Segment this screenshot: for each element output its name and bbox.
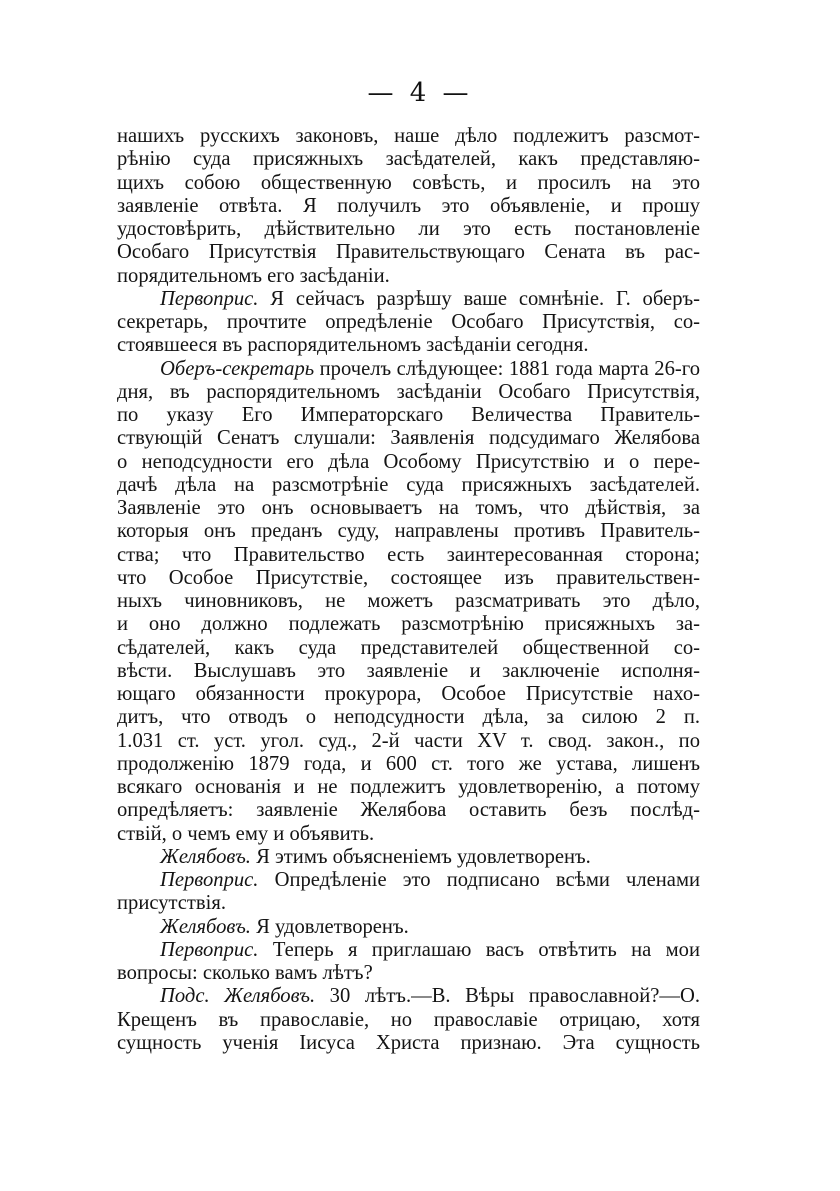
body-text <box>117 125 700 1055</box>
text-line <box>117 916 700 939</box>
line-text: дня, въ распорядительномъ засѣданіи Особаго Присутствія, <box>117 380 700 403</box>
line-text: ства; что Правительство есть заинтересованная сторона; <box>117 543 700 566</box>
text-line <box>117 358 700 381</box>
text-line <box>117 474 700 497</box>
text-line <box>117 753 700 776</box>
text-line <box>117 172 700 195</box>
line-text: Я этимъ объясненіемъ удовлетворенъ. <box>250 845 591 868</box>
speaker-name: Оберъ-секретарь <box>160 357 315 380</box>
page-number: — 4 — <box>367 78 473 108</box>
line-text: сущность ученія Іисуса Христа признаю. Эта сущность <box>117 1031 700 1054</box>
line-text: ныхъ чиновниковъ, не можетъ разсматривать это дѣло, <box>117 590 700 612</box>
text-line <box>117 939 700 962</box>
text-line <box>117 497 700 520</box>
line-text: ствій, о чемъ ему и объявить. <box>117 822 375 845</box>
line-text: дитъ, что отводъ о неподсудности дѣла, за силою 2 п. <box>117 706 700 729</box>
text-line <box>117 381 700 404</box>
text-line <box>117 544 700 567</box>
text-line <box>117 985 700 1008</box>
line-text: и оно должно подлежать разсмотрѣнію присяжныхъ за- <box>117 613 700 636</box>
text-line <box>117 799 700 822</box>
text-line <box>117 265 700 288</box>
speaker-name: Первоприс. <box>160 869 259 891</box>
line-text: присутствія. <box>117 892 226 915</box>
line-text: порядительномъ его засѣданіи. <box>117 264 390 287</box>
line-text: прочелъ слѣдующее: 1881 года марта 26-го <box>314 357 700 380</box>
line-text: по указу Его Императорскаго Величества Правитель- <box>117 404 700 426</box>
text-line <box>117 683 700 706</box>
line-text: сѣдателей, какъ суда представителей общественной со- <box>117 636 700 659</box>
line-text: ствующій Сенатъ слушали: Заявленія подсудимаго Желябова <box>117 427 700 450</box>
speaker-name: Первоприс. <box>160 287 259 310</box>
text-line <box>117 567 700 590</box>
text-line <box>117 520 700 543</box>
line-text: рѣнію суда присяжныхъ засѣдателей, какъ представляю- <box>117 148 700 171</box>
text-line <box>117 613 700 636</box>
text-line <box>117 637 700 660</box>
line-text: Теперь я приглашаю васъ отвѣтить на мои <box>258 938 700 961</box>
line-text: Заявленіе это онъ основываетъ на томъ, что дѣйствія, за <box>117 497 700 519</box>
text-line <box>117 660 700 683</box>
speaker-name: Желябовъ. <box>160 845 251 868</box>
text-line <box>117 1032 700 1055</box>
text-line <box>117 962 700 985</box>
text-line <box>117 730 700 753</box>
text-line <box>117 311 700 334</box>
line-text: заявленіе отвѣта. Я получилъ это объявленіе, и прошу <box>117 194 700 217</box>
line-text: которыя онъ преданъ суду, направлены противъ Правитель- <box>117 520 700 543</box>
text-line <box>117 823 700 846</box>
line-text: секретарь, прочтите опредѣленіе Особаго Присутствія, со- <box>117 311 700 333</box>
text-line <box>117 451 700 474</box>
text-line <box>117 846 700 869</box>
line-text: Опредѣленіе это подписано всѣми членами <box>258 869 700 891</box>
speaker-name: Подс. Желябовъ. <box>160 985 316 1008</box>
line-text: щихъ собою общественную совѣсть, и просилъ на это <box>117 171 700 194</box>
line-text: опредѣляетъ: заявленіе Желябова оставить безъ послѣд- <box>117 799 700 822</box>
line-text: стоявшееся въ распорядительномъ засѣданіи сегодня. <box>117 334 589 357</box>
line-text: всякаго основанія и не подлежитъ удовлетворенію, а потому <box>117 776 700 798</box>
text-line <box>117 195 700 218</box>
line-text: 30 лѣтъ.—В. Вѣры православной?—О. <box>315 985 700 1008</box>
text-line <box>117 334 700 357</box>
line-text: удостовѣрить, дѣйствительно ли это есть постановленіе <box>117 218 700 240</box>
speaker-name: Желябовъ. <box>160 915 251 938</box>
line-text: нашихъ русскихъ законовъ, наше дѣло подлежитъ разсмот- <box>117 125 700 147</box>
line-text: вопросы: сколько вамъ лѣтъ? <box>117 962 373 984</box>
text-line <box>117 241 700 264</box>
text-line <box>117 125 700 148</box>
line-text: что Особое Присутствіе, состоящее изъ правительствен- <box>117 566 700 589</box>
text-line <box>117 1009 700 1032</box>
text-line <box>117 776 700 799</box>
line-text: продолженію 1879 года, и 600 ст. того же устава, лишенъ <box>117 752 700 775</box>
line-text: Особаго Присутствія Правительствующаго Сената въ рас- <box>117 241 700 264</box>
line-text: Крещенъ въ православіе, но православіе отрицаю, хотя <box>117 1008 700 1031</box>
line-text: о неподсудности его дѣла Особому Присутствію и о пере- <box>117 450 700 473</box>
line-text: дачѣ дѣла на разсмотрѣніе суда присяжныхъ засѣдателей. <box>117 473 700 496</box>
text-line <box>117 404 700 427</box>
text-line <box>117 706 700 729</box>
text-line <box>117 427 700 450</box>
line-text: ющаго обязанности прокурора, Особое Присутствіе нахо- <box>117 683 700 705</box>
text-line <box>117 288 700 311</box>
line-text: вѣсти. Выслушавъ это заявленіе и заключеніе исполня- <box>117 659 700 682</box>
speaker-name: Первоприс. <box>160 938 259 961</box>
text-line <box>117 148 700 171</box>
text-line <box>117 590 700 613</box>
text-line <box>117 869 700 892</box>
line-text: Я удовлетворенъ. <box>250 915 409 938</box>
text-line <box>117 892 700 915</box>
line-text: 1.031 ст. уст. угол. суд., 2-й части XV т. свод. закон., по <box>117 729 700 752</box>
text-line <box>117 218 700 241</box>
line-text: Я сейчасъ разрѣшу ваше сомнѣніе. Г. оберъ- <box>258 287 700 310</box>
